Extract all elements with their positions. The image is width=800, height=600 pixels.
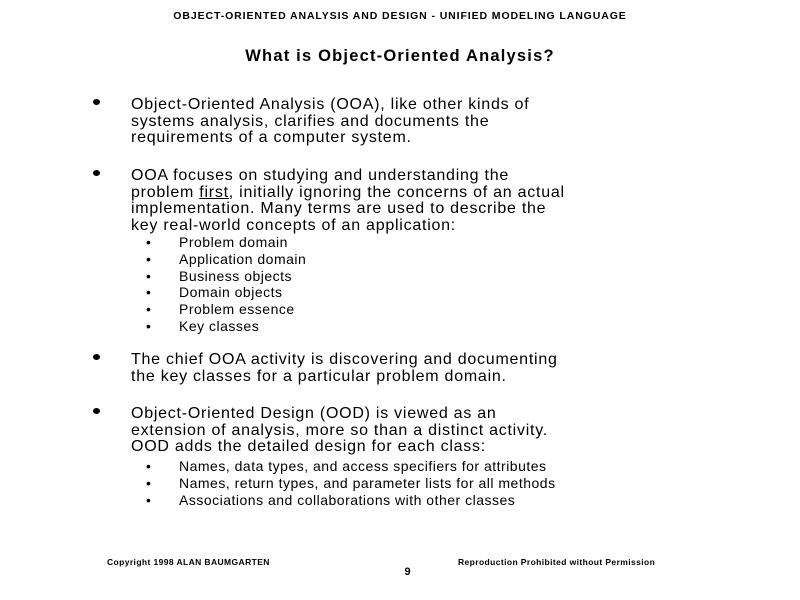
line: extension of analysis, more so than a distinct activity. bbox=[131, 421, 548, 439]
line: implementation. Many terms are used to describe the bbox=[131, 200, 547, 218]
line: Object-Oriented Analysis (OOA), like other kinds of bbox=[131, 96, 530, 113]
copyright: Copyright 1998 ALAN BAUMGARTEN bbox=[107, 557, 270, 567]
line: the key classes for a particular problem domain. bbox=[131, 367, 507, 385]
line bbox=[131, 185, 565, 202]
reproduction-notice: Reproduction Prohibited without Permission bbox=[458, 557, 656, 567]
bullet-3 bbox=[131, 352, 558, 385]
underlined-text: first bbox=[199, 183, 229, 201]
bullet-icon bbox=[93, 354, 100, 360]
bullet-icon bbox=[93, 170, 100, 176]
bullet-1 bbox=[131, 97, 529, 147]
list-item: • Application domain bbox=[179, 251, 306, 268]
list-item: • Names, data types, and access specifiers for attributes bbox=[179, 458, 556, 475]
list-item: • Associations and collaborations with other classes bbox=[179, 492, 556, 509]
line: requirements of a computer system. bbox=[131, 129, 412, 147]
list-item: • Problem domain bbox=[179, 234, 306, 251]
page-title: What is Object-Oriented Analysis? bbox=[245, 47, 555, 65]
line: systems analysis, clarifies and documents the bbox=[131, 112, 490, 130]
text: problem bbox=[131, 183, 200, 201]
list-item: • Business objects bbox=[179, 268, 306, 285]
bullet-2 bbox=[131, 168, 565, 234]
line: key real-world concepts of an application: bbox=[131, 216, 456, 234]
list-item: • Problem essence bbox=[179, 301, 306, 318]
text: , initially ignoring the concerns of an actual bbox=[228, 183, 565, 201]
line: The chief OOA activity is discovering and documenting bbox=[131, 351, 558, 368]
bullet-icon bbox=[93, 408, 100, 414]
line: Object-Oriented Design (OOD) is viewed as an bbox=[131, 405, 497, 422]
page-number: 9 bbox=[404, 566, 411, 578]
bullet-icon bbox=[93, 99, 100, 105]
line: OOA focuses on studying and understanding the bbox=[131, 167, 509, 184]
list-item: • Names, return types, and parameter lists for all methods bbox=[179, 475, 556, 492]
sub-list-design bbox=[179, 458, 556, 508]
bullet-4 bbox=[131, 406, 548, 456]
list-item: • Domain objects bbox=[179, 284, 306, 301]
sub-list-terms bbox=[179, 234, 306, 335]
list-item: • Key classes bbox=[179, 318, 306, 335]
line: OOD adds the detailed design for each class: bbox=[131, 438, 486, 456]
running-header: OBJECT-ORIENTED ANALYSIS AND DESIGN - UNIFIED MODELING LANGUAGE bbox=[173, 10, 627, 22]
